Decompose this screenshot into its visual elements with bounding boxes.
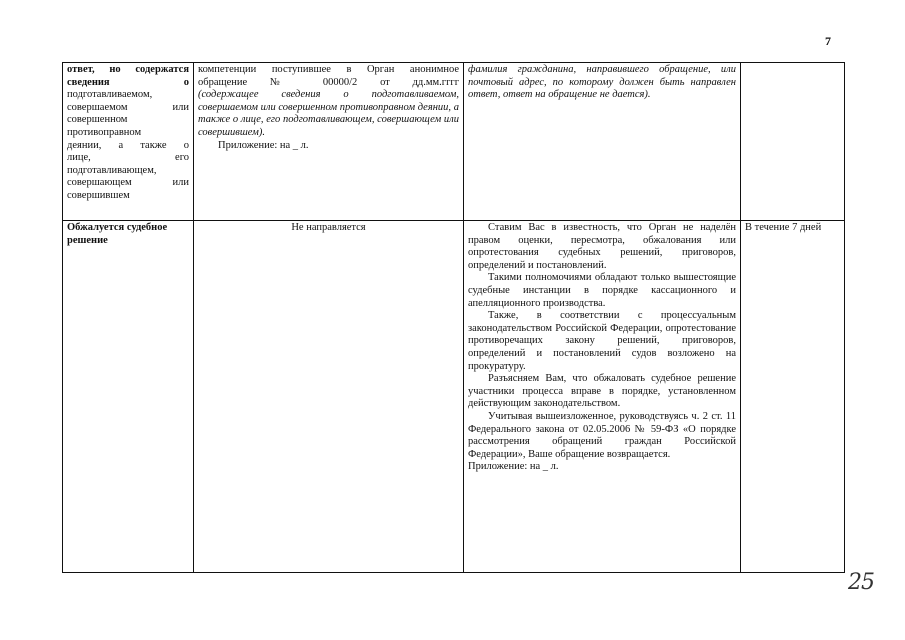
case-line: совершившем — [67, 189, 130, 201]
response-rules-table — [62, 62, 845, 573]
response-paragraph: Разъясняем Вам, что обжаловать судебное решение участники процесса вправе в порядке, установленном действующим законодательством. — [468, 373, 736, 410]
response-italic-text: фамилия гражданина, направившего обращение, или почтовый адрес, по которому должен быть направлен ответ, ответ на обращение не дается). — [468, 64, 736, 101]
response-paragraph: Также, в соответствии с процессуальным законодательством Российской Федерации, опротестование противоречащих закону решений, приговоров, определений и постановлений судов возложено на прокуратуру. — [468, 310, 736, 372]
response-status: Не направляется — [291, 222, 366, 233]
response-paragraph: Такими полномочиями обладают только вышестоящие судебные инстанции в порядке кассационного и апелляционного производства. — [468, 272, 736, 309]
response-paragraph: Ставим Вас в известность, что Орган не наделён правом оценки, пересмотра, обжалования или опротестования судебных решений, приговоров, определений и постановлений. — [468, 222, 736, 271]
response-text-cell — [464, 221, 741, 573]
response-form-cell — [194, 221, 464, 573]
case-description-cell — [63, 221, 194, 573]
table-row — [63, 63, 845, 221]
case-line: лице, его — [67, 152, 189, 164]
case-line: совершенном — [67, 114, 128, 126]
deadline-text: В течение 7 дней — [745, 222, 822, 233]
attachment-note: Приложение: на _ л. — [218, 139, 309, 151]
handwritten-page-note: 25 — [848, 570, 874, 595]
response-line: обращение № 00000/2 от дд.мм.гггг — [198, 76, 459, 88]
case-line: сведения о — [67, 76, 189, 88]
case-line: совершаемом или — [67, 101, 189, 113]
response-italic-text: (содержащее сведения о подготавливаемом, совершаемом или совершенном противоправном деянии, а также о лице, его подготавливающем, совершающем или совершившем). — [198, 89, 459, 138]
case-line: ответ, но содержатся — [67, 64, 189, 75]
case-title: Обжалуется судебное решение — [67, 222, 168, 246]
case-line: совершающем или — [67, 177, 189, 189]
attachment-note: Приложение: на _ л. — [468, 461, 559, 473]
response-line: компетенции поступившее в Орган анонимное — [198, 64, 459, 75]
response-paragraph: Учитывая вышеизложенное, руководствуясь ч. 2 ст. 11 Федерального закона от 02.05.2006 № 59-ФЗ «О порядке рассмотрения обращений граждан Российской Федерации», Ваше обращение возвращается. — [468, 410, 736, 460]
case-line: противоправном — [67, 126, 142, 138]
case-line: подготавливающем, — [67, 164, 157, 176]
case-description-cell — [63, 63, 194, 221]
deadline-cell — [741, 63, 845, 221]
page-number: 7 — [825, 34, 831, 48]
response-form-cell — [194, 63, 464, 221]
case-line: подготавливаемом, — [67, 89, 153, 101]
case-line: деянии, а также о — [67, 139, 189, 151]
deadline-cell — [741, 221, 845, 573]
table-row — [63, 221, 845, 573]
response-text-cell — [464, 63, 741, 221]
